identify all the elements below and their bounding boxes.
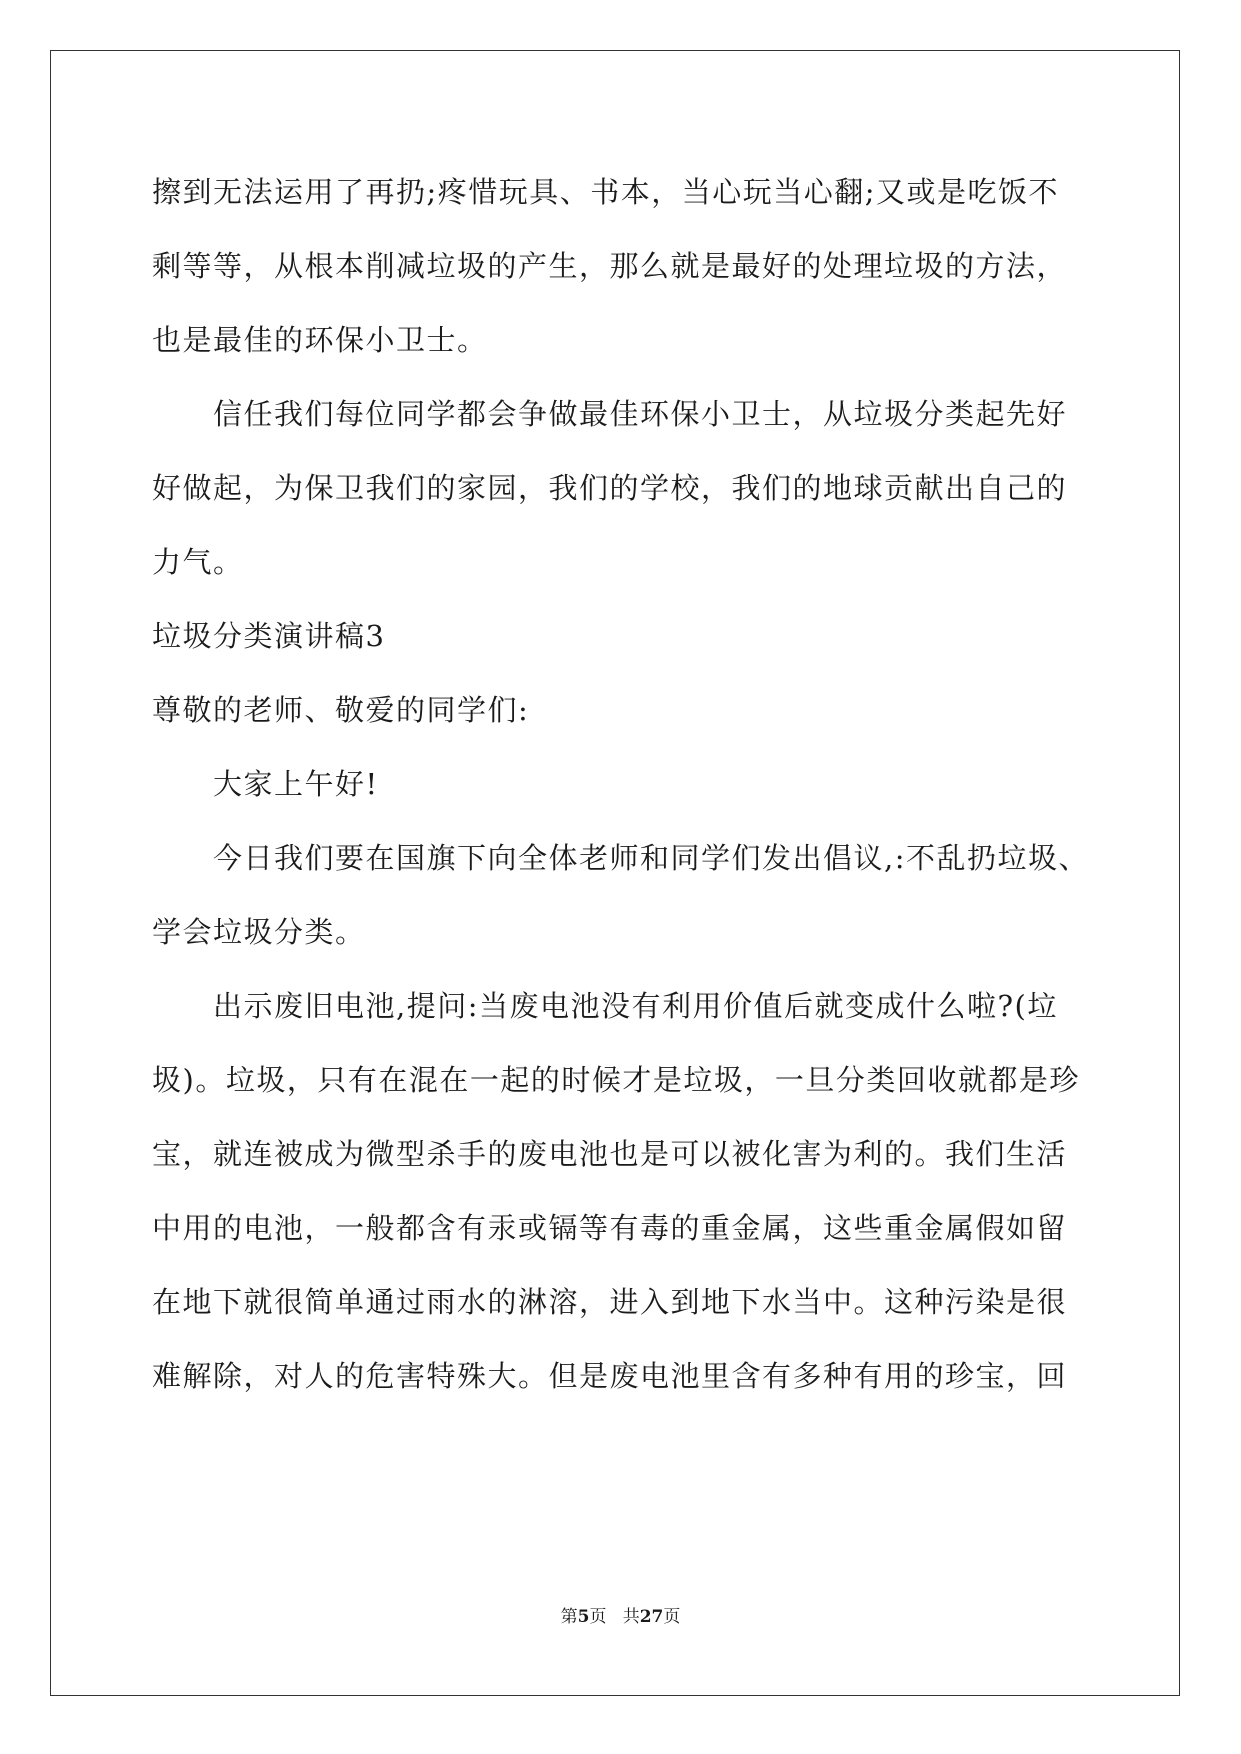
greeting: 大家上午好! [213,767,379,801]
body-line: 擦到无法运用了再扔;疼惜玩具、书本，当心玩当心翻;又或是吃饭不 [152,175,1060,209]
body-line: 学会垃圾分类。 [152,915,366,949]
total-suffix: 页 [663,1607,681,1627]
body-line: 也是最佳的环保小卫士。 [152,323,488,357]
body-line: 出示废旧电池,提问:当废电池没有利用价值后就变成什么啦?(垃 [213,989,1058,1023]
total-prefix: 共 [622,1607,640,1627]
body-line: 信任我们每位同学都会争做最佳环保小卫士，从垃圾分类起先好 [213,397,1068,431]
page-number: 5 [577,1607,590,1627]
body-line: 宝，就连被成为微型杀手的废电池也是可以被化害为利的。我们生活 [152,1137,1068,1171]
body-line: 剩等等，从根本削减垃圾的产生，那么就是最好的处理垃圾的方法， [152,249,1068,283]
page-footer [0,1605,1241,1629]
body-line: 难解除，对人的危害特殊大。但是废电池里含有多种有用的珍宝，回 [152,1359,1068,1393]
body-line: 好做起，为保卫我们的家园，我们的学校，我们的地球贡献出自己的 [152,471,1068,505]
total-pages: 27 [639,1607,664,1627]
page-prefix: 第 [560,1607,578,1627]
body-line: 中用的电池，一般都含有汞或镉等有毒的重金属，这些重金属假如留 [152,1211,1068,1245]
salutation: 尊敬的老师、敬爱的同学们: [152,693,530,727]
body-line: 今日我们要在国旗下向全体老师和同学们发出倡议,:不乱扔垃圾、 [213,841,1089,875]
body-line: 圾)。垃圾，只有在混在一起的时候才是垃圾，一旦分类回收就都是珍 [152,1063,1080,1097]
section-title: 垃圾分类演讲稿3 [152,619,386,653]
body-line: 在地下就很简单通过雨水的淋溶，进入到地下水当中。这种污染是很 [152,1285,1068,1319]
body-line: 力气。 [152,545,244,579]
page-suffix: 页 [589,1607,607,1627]
